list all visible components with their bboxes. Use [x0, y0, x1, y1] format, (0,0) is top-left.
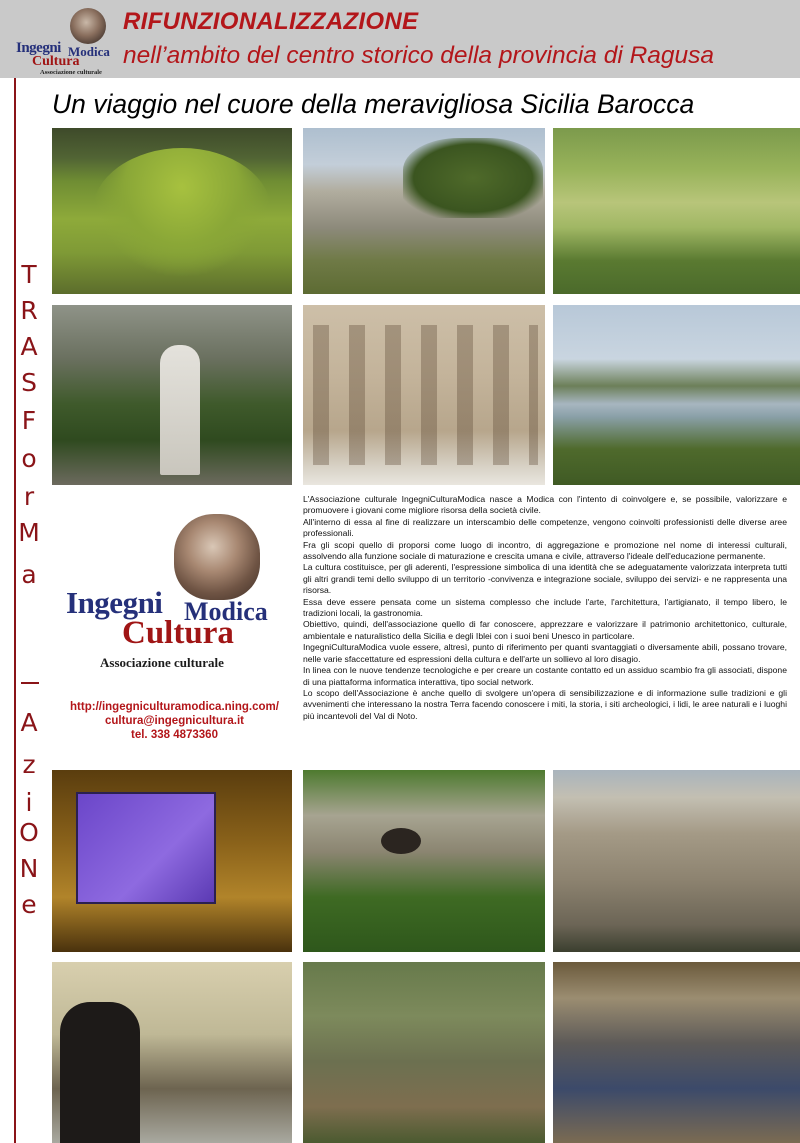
banner-separator	[21, 682, 39, 684]
subtitle: Un viaggio nel cuore della meravigliosa Sicilia Barocca	[52, 89, 695, 119]
header-logo-word-ingegni: Ingegni	[16, 40, 61, 56]
page-title-line2: nell’ambito del centro storico della provincia di Ragusa	[123, 42, 715, 69]
logo-word-modica: Modica	[184, 597, 268, 626]
banner-letter: A	[20, 708, 38, 737]
description-paragraph: In linea con le nuove tendenze tecnologiche e per creare un costante contatto ed un assiduo scambio fra gli associati, dispone di una piattaforma informatica interattiva, tipo social network.	[303, 665, 787, 687]
description-paragraph: La cultura costituisce, per gli aderenti, l'espressione simbolica di una identità che se adeguatamente valorizzata interpreta tutti gli altri grandi temi dello sviluppo di un territorio -convivenza e integrazione sociale, sviluppo dei servizi- e ne rappresenta una risorsa.	[303, 562, 787, 596]
association-description	[303, 494, 787, 722]
description-paragraph: Fra gli scopi quello di proporsi come luogo di incontro, di aggregazione e promozione nel nome di interessi culturali, assolvendo alla funzione sociale di maturazione e crescita umana e civile, attraverso l'ideale dell'educazione permanente.	[303, 539, 787, 562]
banner-letter: R	[20, 296, 38, 325]
header-logo-subtitle: Associazione culturale	[40, 69, 102, 76]
header-logo-word-cultura: Cultura	[32, 54, 80, 69]
logo-word-cultura: Cultura	[122, 615, 234, 651]
banner-letter: O	[19, 818, 39, 847]
contacts-block	[52, 700, 297, 742]
banner-letter: z	[22, 750, 36, 779]
photo-conference	[52, 770, 292, 952]
photo-chef-cooking	[52, 962, 292, 1143]
mask-logo-icon	[174, 514, 260, 600]
photo-rock-cave	[303, 770, 545, 952]
description-paragraph: Obiettivo, quindi, dell'associazione quello di far conoscere, apprezzare e valorizzare il patrimonio architettonico, culturale, ambientale e naturalistico della Sicilia e degli Iblei con i suoi beni Unesco in particolare.	[303, 619, 787, 641]
photo-garden-bust	[52, 305, 292, 485]
banner-letter: r	[23, 482, 35, 511]
banner-letter: o	[21, 444, 37, 473]
photo-festival-crowd	[553, 962, 800, 1143]
banner-letter: M	[18, 518, 40, 547]
logo-subtitle: Associazione culturale	[100, 655, 224, 670]
banner-letter: i	[25, 788, 33, 817]
header-logo-word-modica: Modica	[68, 44, 110, 59]
email-link[interactable]: cultura@ingegnicultura.it	[105, 715, 244, 727]
photo-rolling-hills	[52, 128, 292, 294]
description-paragraph: Essa deve essere pensata come un sistema complesso che include l'arte, l'architettura, l'artigianato, il tempo libero, le tradizioni locali, la gastronomia.	[303, 596, 787, 619]
header-band	[0, 0, 800, 78]
mask-logo-icon	[70, 8, 106, 44]
photo-town-panorama	[553, 770, 800, 952]
banner-letter: A	[20, 332, 38, 361]
description-paragraph: Lo scopo dell'Associazione è anche quello di svolgere un'opera di sensibilizzazione e di informazione sulle tradizioni e gli avvenimenti che interessano la nostra Terra facendo conoscere i miti, la storia, i siti archeologici, i lidi, le aree naturali e i luoghi più incantevoli del Val di Noto.	[303, 687, 787, 721]
website-link[interactable]: http://ingegniculturamodica.ning.com/	[70, 701, 279, 713]
banner-letter: a	[21, 560, 37, 589]
description-paragraph: All'interno di essa al fine di realizzare un interscambio delle competenze, vengono coinvolti professionisti delle diverse aree professionali.	[303, 516, 787, 539]
banner-letter: N	[19, 854, 39, 883]
header-logo	[10, 4, 115, 74]
photo-hiking-group	[303, 962, 545, 1143]
photo-cloister	[303, 305, 545, 485]
photo-dry-stone-walls	[303, 128, 545, 294]
description-paragraph: L'Associazione culturale IngegniCulturaModica nasce a Modica con l'intento di coinvolgere e, se possibile, valorizzare e promuovere i giovani come migliore risorsa della società civile.	[303, 494, 787, 516]
page-title: RIFUNZIONALIZZAZIONE	[123, 8, 419, 35]
vertical-rule	[14, 78, 16, 1143]
photo-carob-countryside	[553, 128, 800, 294]
banner-letter: F	[21, 406, 37, 435]
banner-letter: T	[21, 260, 37, 289]
phone-number: tel. 338 4873360	[131, 729, 218, 741]
logo-word-ingegni: Ingegni	[66, 585, 163, 620]
description-paragraph: IngegniCulturaModica vuole essere, altresì, punto di riferimento per quanti svantaggiati o diversamente abili, possano trovare, nelle varie sfaccettature ed espressioni della cultura e dell'arte un sollievo al loro disagio.	[303, 642, 787, 664]
photo-lake	[553, 305, 800, 485]
banner-letter: e	[21, 890, 37, 919]
banner-letter: S	[21, 368, 37, 397]
